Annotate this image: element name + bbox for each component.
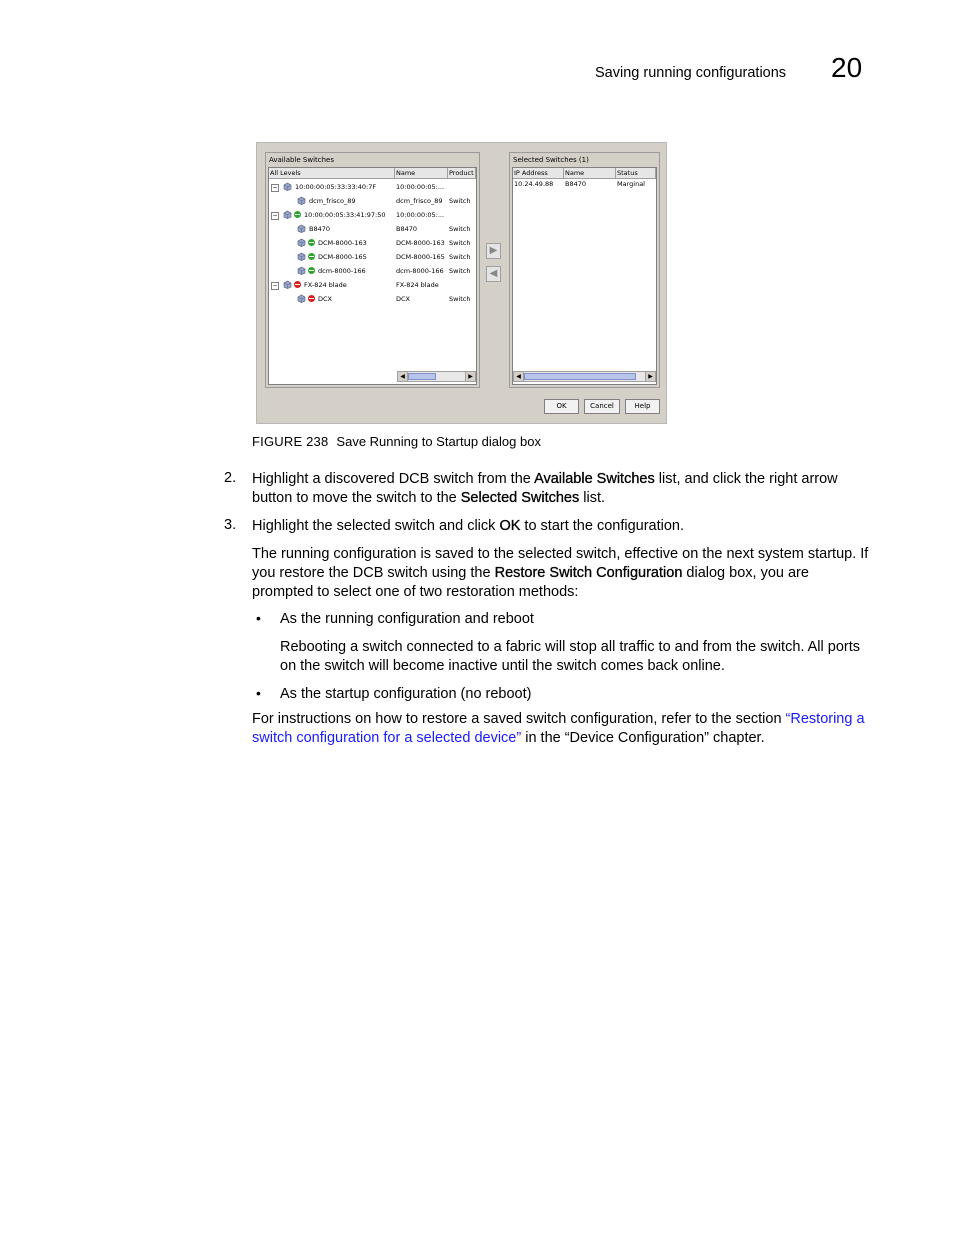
tree-row[interactable] bbox=[269, 208, 476, 222]
chapter-number: 20 bbox=[831, 52, 863, 83]
ok-button[interactable]: OK bbox=[544, 399, 579, 414]
fabric-icon bbox=[283, 182, 292, 191]
name-cell: B8470 bbox=[565, 180, 587, 188]
text: to start the configuration. bbox=[520, 518, 685, 534]
level-cell: DCM-8000-163 bbox=[318, 239, 367, 247]
figure-caption bbox=[252, 434, 541, 449]
level-cell: FX-824 blade bbox=[304, 281, 347, 289]
help-button[interactable]: Help bbox=[625, 399, 660, 414]
level-cell: 10:00:00:05:33:41:97:50 bbox=[304, 211, 386, 219]
product-cell: Switch bbox=[449, 295, 471, 303]
status-ok-icon bbox=[308, 239, 315, 246]
ui-term: Available Switches bbox=[534, 471, 655, 487]
bullet-icon: • bbox=[256, 685, 261, 701]
name-cell: DCM-8000-163 bbox=[396, 239, 445, 247]
switch-icon bbox=[297, 252, 306, 261]
ui-term: Selected Switches bbox=[460, 490, 580, 506]
status-ok-icon bbox=[308, 267, 315, 274]
ui-term: OK bbox=[499, 518, 521, 534]
section-title: Saving running configurations bbox=[595, 65, 787, 81]
collapse-icon[interactable]: − bbox=[272, 184, 278, 191]
table-row[interactable] bbox=[513, 179, 656, 190]
step-2-text bbox=[252, 470, 872, 508]
name-cell: FX-824 blade bbox=[396, 281, 439, 289]
selected-switches-panel bbox=[509, 152, 660, 388]
tree-row[interactable] bbox=[269, 292, 476, 306]
product-cell: Switch bbox=[449, 253, 471, 261]
product-cell: Switch bbox=[449, 239, 471, 247]
scroll-right-icon[interactable]: ▶ bbox=[645, 372, 655, 381]
level-cell: DCX bbox=[318, 295, 332, 303]
switch-icon bbox=[297, 196, 306, 205]
figure-title: Save Running to Startup dialog box bbox=[336, 434, 541, 449]
left-arrow-icon: ◀ bbox=[489, 268, 498, 279]
switch-icon bbox=[297, 224, 306, 233]
level-cell: 10:00:00:05:33:33:40:7F bbox=[295, 183, 377, 191]
product-cell: Switch bbox=[449, 197, 471, 205]
selected-switches-list[interactable] bbox=[512, 167, 657, 385]
name-cell: DCX bbox=[396, 295, 410, 303]
tree-row[interactable] bbox=[269, 180, 476, 194]
status-ok-icon bbox=[308, 253, 315, 260]
step-number: 3. bbox=[224, 517, 237, 533]
fabric-icon bbox=[283, 280, 292, 289]
reference-paragraph bbox=[252, 710, 872, 748]
level-cell: dcm-8000-166 bbox=[318, 267, 366, 275]
save-running-to-startup-dialog bbox=[256, 142, 667, 424]
switch-icon bbox=[297, 238, 306, 247]
available-switches-panel bbox=[265, 152, 480, 388]
move-right-button[interactable] bbox=[486, 243, 501, 259]
tree-row[interactable] bbox=[269, 264, 476, 278]
step-3-text bbox=[252, 517, 872, 536]
tree-row[interactable] bbox=[269, 250, 476, 264]
level-cell: B8470 bbox=[309, 225, 331, 233]
bullet-text: As the running configuration and reboot bbox=[280, 611, 534, 627]
available-hscrollbar[interactable] bbox=[397, 371, 476, 382]
column-all-levels[interactable]: All Levels bbox=[269, 168, 395, 179]
selected-switches-title: Selected Switches (1) bbox=[513, 156, 589, 164]
tree-row[interactable] bbox=[269, 222, 476, 236]
scroll-left-icon[interactable]: ◀ bbox=[398, 372, 408, 381]
name-cell: dcm-8000-166 bbox=[396, 267, 444, 275]
figure-label: FIGURE 238 bbox=[252, 434, 329, 449]
name-cell: 10:00:00:05:... bbox=[396, 211, 445, 219]
bullet-subtext: Rebooting a switch connected to a fabric will stop all traffic to and from the switch. All ports on the switch will become inactive until the switch comes back online. bbox=[280, 639, 861, 674]
name-cell: dcm_frisco_89 bbox=[396, 197, 443, 205]
scroll-thumb[interactable] bbox=[524, 373, 636, 380]
text: dialog box, you are prompted to select one of two restoration methods: bbox=[252, 565, 809, 600]
product-cell: Switch bbox=[449, 267, 471, 275]
status-error-icon bbox=[308, 295, 315, 302]
tree-row[interactable] bbox=[269, 194, 476, 208]
selected-hscrollbar[interactable] bbox=[513, 371, 656, 382]
tree-row[interactable] bbox=[269, 278, 476, 292]
text: list, and click the right arrow button to move the switch to the bbox=[252, 471, 838, 506]
column-name[interactable]: Name bbox=[395, 168, 448, 179]
collapse-icon[interactable]: − bbox=[272, 212, 278, 219]
text: in the “Device Configuration” chapter. bbox=[521, 730, 765, 746]
collapse-icon[interactable]: − bbox=[272, 282, 278, 289]
text: Highlight a discovered DCB switch from the bbox=[252, 471, 535, 487]
level-cell: dcm_frisco_89 bbox=[309, 197, 356, 205]
status-ok-icon bbox=[294, 211, 301, 218]
column-ip-address[interactable]: IP Address bbox=[513, 168, 564, 179]
status-error-icon bbox=[294, 281, 301, 288]
available-switches-title: Available Switches bbox=[269, 156, 335, 164]
name-cell: DCM-8000-165 bbox=[396, 253, 445, 261]
switch-icon bbox=[297, 294, 306, 303]
scroll-right-icon[interactable]: ▶ bbox=[465, 372, 475, 381]
text: list. bbox=[579, 490, 606, 506]
bullet-text: As the startup configuration (no reboot) bbox=[280, 686, 532, 702]
restoring-switch-config-link[interactable]: “Restoring a switch configuration for a selected device” bbox=[252, 711, 865, 746]
status-cell: Marginal bbox=[617, 180, 645, 188]
text: For instructions on how to restore a saved switch configuration, refer to the section bbox=[252, 711, 786, 727]
name-cell: 10:00:00:05:... bbox=[396, 183, 445, 191]
level-cell: DCM-8000-165 bbox=[318, 253, 367, 261]
name-cell: B8470 bbox=[396, 225, 418, 233]
move-left-button[interactable] bbox=[486, 266, 501, 282]
tree-row[interactable] bbox=[269, 236, 476, 250]
fabric-icon bbox=[283, 210, 292, 219]
scroll-thumb[interactable] bbox=[408, 373, 436, 380]
scroll-left-icon[interactable]: ◀ bbox=[514, 372, 524, 381]
ui-term: Restore Switch Configuration bbox=[494, 565, 683, 581]
column-status[interactable]: Status bbox=[616, 168, 656, 179]
text: The running configuration is saved to the selected switch, effective on the next system startup. If you restore the DCB switch using the bbox=[252, 546, 869, 581]
step-number: 2. bbox=[224, 470, 237, 486]
switch-icon bbox=[297, 266, 306, 275]
available-switches-list[interactable] bbox=[268, 167, 477, 385]
column-name[interactable]: Name bbox=[564, 168, 616, 179]
cancel-button[interactable]: Cancel bbox=[584, 399, 620, 414]
text: Highlight the selected switch and click bbox=[252, 518, 500, 534]
bullet-icon: • bbox=[256, 610, 261, 626]
ip-cell: 10.24.49.88 bbox=[514, 180, 554, 188]
right-arrow-icon: ▶ bbox=[489, 245, 498, 256]
restore-paragraph bbox=[252, 545, 872, 602]
column-product[interactable]: Product bbox=[448, 168, 476, 179]
product-cell: Switch bbox=[449, 225, 471, 233]
